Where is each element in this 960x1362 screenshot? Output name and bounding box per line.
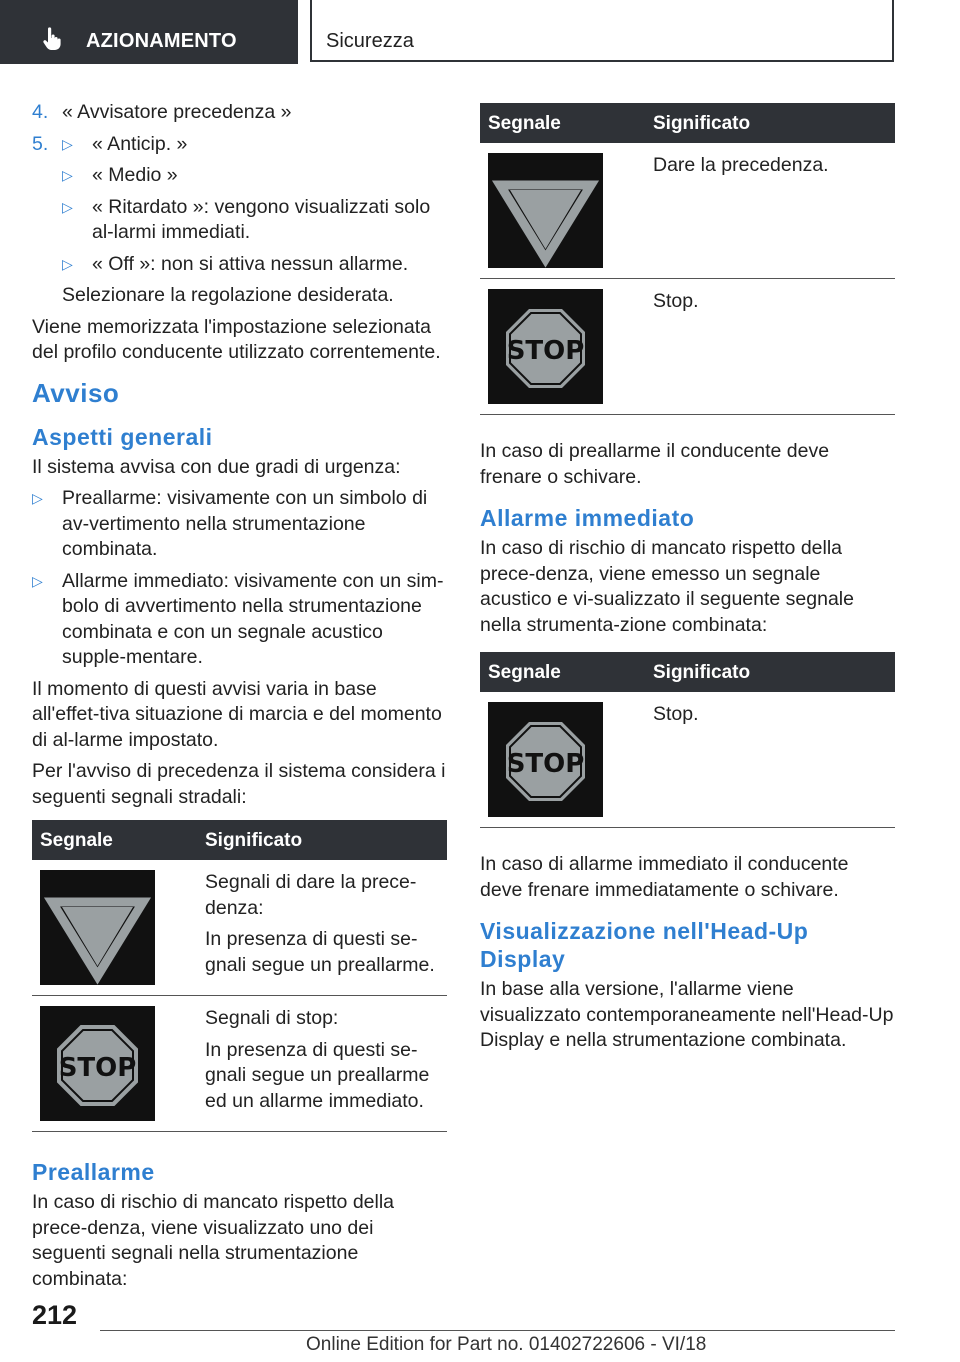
numbered-list: [32, 100, 447, 277]
column-header-signal: Segnale: [40, 830, 113, 851]
signal-table: [480, 103, 895, 415]
yield-sign-icon: [488, 153, 603, 268]
yield-sign-icon: [40, 870, 155, 985]
body-text: Il momento di questi avvisi varia in base all'effet-tiva situazione di marcia e del momento di al-larme impostato.: [32, 677, 442, 751]
stop-sign-icon: [40, 1006, 155, 1121]
body-text: Viene memorizzata l'impostazione selezionata del profilo conducente utilizzato correntemente.: [32, 315, 441, 363]
section-title: Sicurezza: [326, 30, 414, 52]
list-item: [32, 100, 447, 126]
footer-divider: [100, 1330, 895, 1331]
bullet-text: Preallarme: visivamente con un simbolo di av-vertimento nella strumentazione combinata.: [62, 487, 428, 560]
svg-text:STOP: STOP: [506, 749, 585, 779]
meaning-text: In presenza di questi se-gnali segue un preallarme.: [205, 928, 435, 976]
chapter-tab[interactable]: [0, 0, 298, 64]
left-column: [32, 100, 447, 1292]
meaning-text: Segnali di dare la prece-denza:: [205, 871, 417, 919]
edition-text: Online Edition for Part no. 01402722606 - VI/18: [306, 1334, 707, 1355]
list-item: [32, 132, 447, 158]
bullet-triangle-icon: ▷: [62, 198, 73, 215]
sub-item-text: « Ritardato »: vengono visualizzati solo al-larmi immediati.: [92, 195, 431, 243]
column-header-meaning: Significato: [653, 662, 751, 683]
sub-list-item: [32, 163, 447, 189]
meaning-text: In presenza di questi se-gnali segue un preallarme ed un allarme immediato.: [205, 1038, 430, 1112]
list-item-text: « Anticip. »: [92, 132, 188, 155]
heading-avviso: Avviso: [32, 377, 120, 408]
chapter-title: AZIONAMENTO: [86, 30, 237, 52]
bullet-triangle-icon: ▷: [62, 255, 73, 272]
table-row: [480, 143, 895, 279]
bullet-item: [32, 486, 447, 563]
sub-item-text: « Off »: non si attiva nessun allarme.: [92, 252, 409, 275]
body-text: In caso di preallarme il conducente deve frenare o schivare.: [480, 440, 830, 488]
table-row: [480, 279, 895, 415]
body-text: Il sistema avvisa con due gradi di urgenza:: [32, 455, 401, 478]
heading-head-up-display: Visualizzazione nell'Head-Up Display: [480, 918, 809, 972]
svg-text:STOP: STOP: [58, 1053, 137, 1083]
signal-table: [32, 820, 447, 1132]
table-row: [32, 996, 447, 1132]
heading-allarme-immediato: Allarme immediato: [480, 505, 695, 531]
bullet-triangle-icon: ▷: [62, 167, 73, 183]
sub-list-item: [32, 252, 447, 278]
list-number: 5.: [32, 132, 49, 155]
column-header-meaning: Significato: [205, 830, 303, 851]
bullet-list: [32, 486, 447, 671]
table-row: [480, 692, 895, 828]
bullet-triangle-icon: ▷: [62, 135, 73, 152]
table-header: [480, 652, 895, 692]
column-header-signal: Segnale: [488, 662, 561, 683]
bullet-item: [32, 569, 447, 671]
stop-sign-icon: [488, 702, 603, 817]
signal-table: [480, 652, 895, 828]
meaning-text: Dare la precedenza.: [653, 154, 829, 176]
table-header: [32, 820, 447, 860]
sub-list-item: [32, 195, 447, 246]
section-header: [310, 0, 894, 62]
meaning-cell: [653, 143, 895, 195]
meaning-text: Stop.: [653, 290, 699, 312]
body-text: Per l'avviso di precedenza il sistema considera i seguenti segnali stradali:: [32, 760, 446, 808]
sub-item-text: « Medio »: [92, 164, 178, 186]
bullet-triangle-icon: ▷: [32, 490, 43, 506]
right-column: [480, 103, 895, 1054]
bullet-text: Allarme immediato: visivamente con un sim-bolo di avvertimento nella strumentazione combinata e con un segnale acustico supple-mentare.: [62, 569, 444, 668]
meaning-text: Segnali di stop:: [205, 1007, 339, 1029]
column-header-meaning: Significato: [653, 113, 751, 134]
body-text: In base alla versione, l'allarme viene visualizzato contemporaneamente nell'Head-Up Display e nella strumentazione combinata.: [480, 978, 894, 1051]
list-number: 4.: [32, 101, 49, 123]
instruction-text: Selezionare la regolazione desiderata.: [62, 284, 394, 306]
svg-text:STOP: STOP: [506, 336, 585, 366]
list-item-text: « Avvisatore precedenza »: [62, 101, 292, 123]
table-header: [480, 103, 895, 143]
bullet-triangle-icon: ▷: [32, 572, 43, 589]
body-text: In caso di rischio di mancato rispetto della prece-denza, viene visualizzato uno dei seguenti segnali nella strumentazione combinata:: [32, 1191, 395, 1290]
heading-preallarme: Preallarme: [32, 1159, 155, 1185]
body-text: In caso di rischio di mancato rispetto della prece-denza, viene emesso un segnale acustico e vi-sualizzato il seguente segnale nella strumenta-zione combinata:: [480, 537, 854, 636]
hand-pointer-icon: [40, 27, 64, 51]
stop-sign-icon: [488, 289, 603, 404]
body-text: In caso di allarme immediato il conducente deve frenare immediatamente o schivare.: [480, 853, 849, 901]
meaning-cell: [205, 996, 447, 1130]
page-number: 212: [32, 1300, 78, 1330]
meaning-text: Stop.: [653, 703, 699, 725]
column-header-signal: Segnale: [488, 113, 561, 134]
meaning-cell: [653, 692, 895, 744]
meaning-cell: [205, 860, 447, 994]
table-row: [32, 860, 447, 996]
meaning-cell: [653, 279, 895, 331]
heading-aspetti-generali: Aspetti generali: [32, 423, 213, 450]
